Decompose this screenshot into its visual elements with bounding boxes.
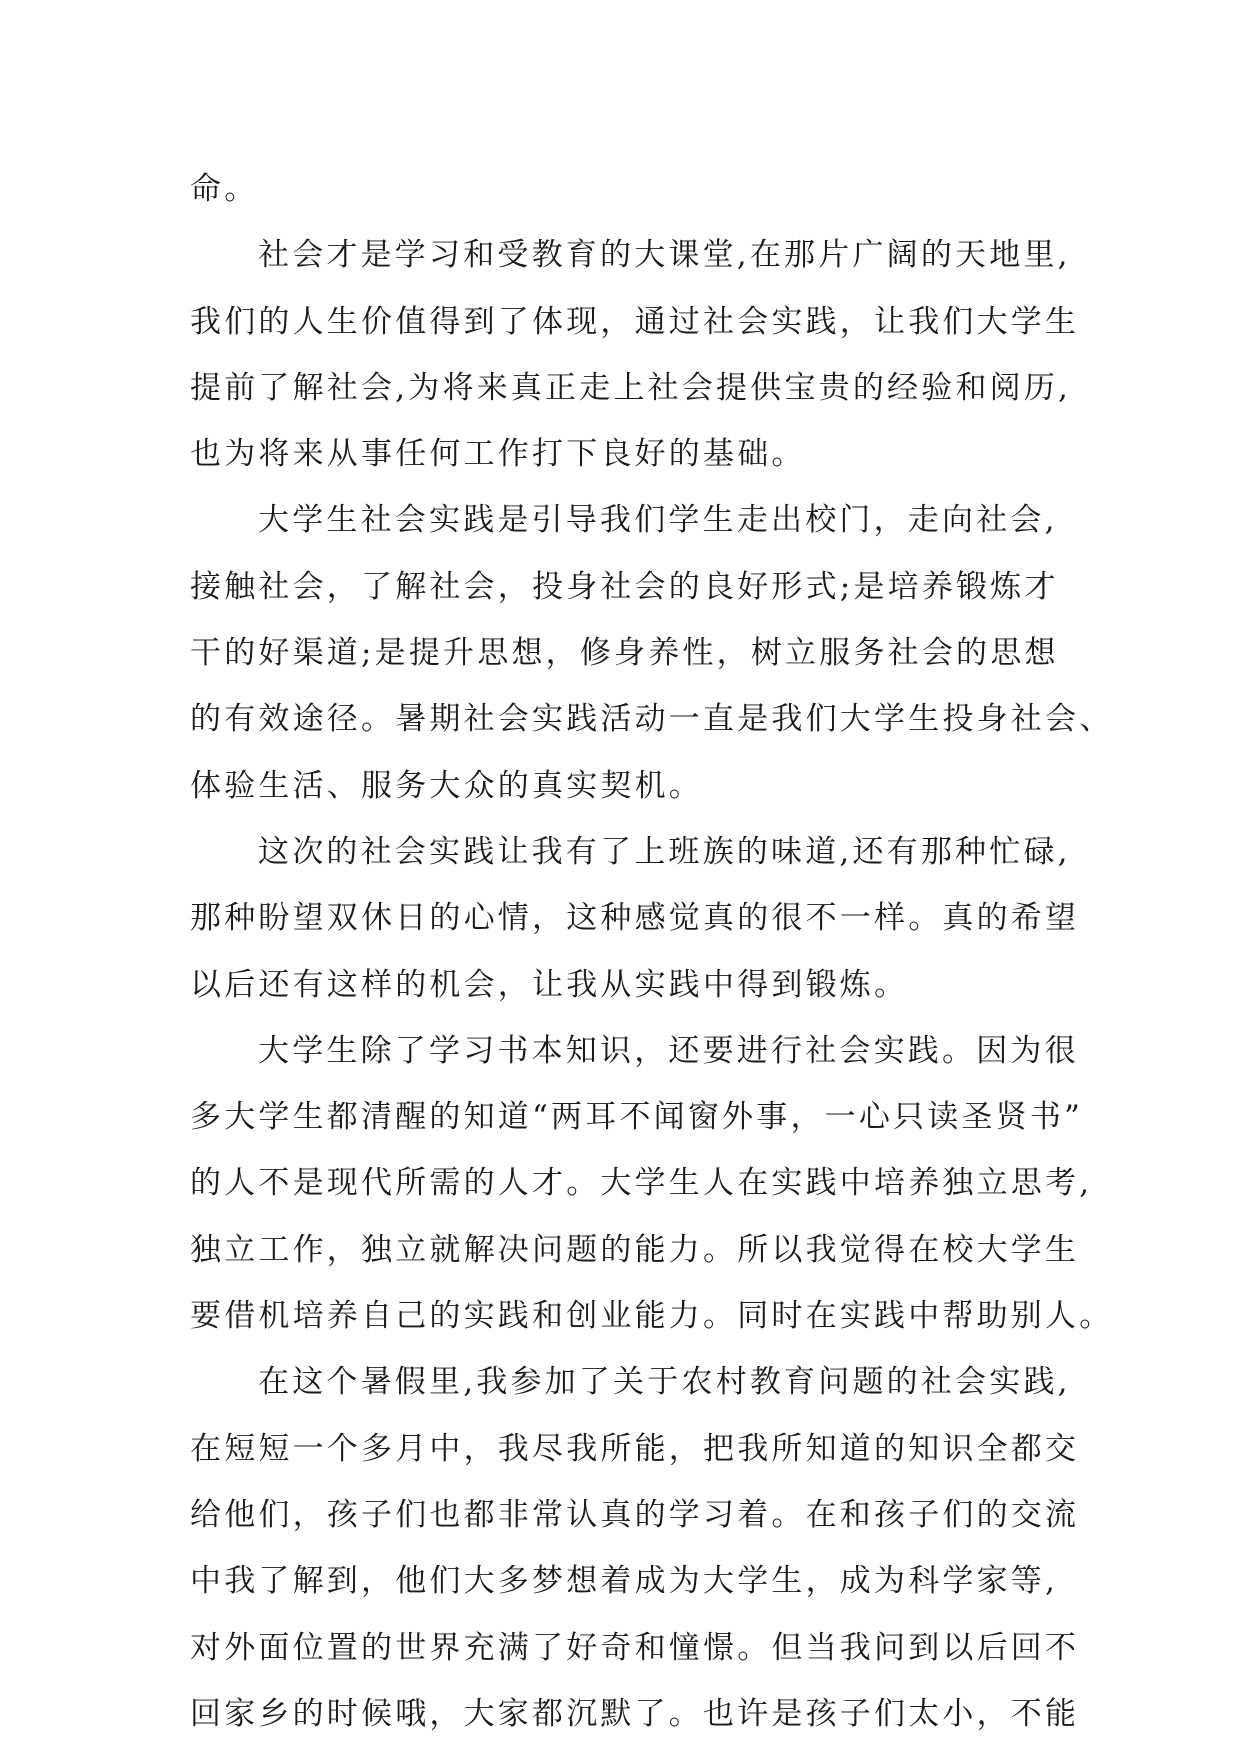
text-line: 独立工作，独立就解决问题的能力。所以我觉得在校大学生	[190, 1231, 1080, 1268]
text-line: 提前了解社会,为将来真正走上社会提供宝贵的经验和阅历,	[190, 369, 1072, 406]
text-line: 干的好渠道;是提升思想，修身养性，树立服务社会的思想	[190, 635, 1059, 672]
text-line: 的有效途径。暑期社会实践活动一直是我们大学生投身社会、	[190, 701, 1114, 738]
text-line: 体验生活、服务大众的真实契机。	[190, 767, 703, 804]
text-line: 在短短一个多月中，我尽我所能，把我所知道的知识全都交	[190, 1430, 1080, 1467]
text-line: 多大学生都清醒的知道“两耳不闻窗外事，一心只读圣贤书”	[190, 1099, 1084, 1136]
text-line: 回家乡的时候哦，大家都沉默了。也许是孩子们太小，不能	[190, 1695, 1080, 1732]
text-line: 大学生社会实践是引导我们学生走出校门，走向社会,	[258, 502, 1058, 539]
text-line: 在这个暑假里,我参加了关于农村教育问题的社会实践,	[258, 1364, 1071, 1401]
text-line: 对外面位置的世界充满了好奇和憧憬。但当我问到以后回不	[190, 1629, 1080, 1666]
text-line: 中我了解到，他们大多梦想着成为大学生，成为科学家等,	[190, 1563, 1059, 1600]
text-line: 我们的人生价值得到了体现，通过社会实践，让我们大学生	[190, 303, 1080, 340]
body-text	[190, 156, 1114, 1747]
text-line: 接触社会，了解社会，投身社会的良好形式;是培养锻炼才	[190, 568, 1059, 605]
text-line: 这次的社会实践让我有了上班族的味道,还有那种忙碌,	[258, 833, 1071, 870]
text-line: 的人不是现代所需的人才。大学生人在实践中培养独立思考,	[190, 1165, 1093, 1202]
text-line: 也为将来从事任何工作打下良好的基础。	[190, 436, 806, 473]
text-line: 命。	[190, 171, 259, 207]
text-line: 以后还有这样的机会，让我从实践中得到锻炼。	[190, 966, 909, 1003]
text-line: 社会才是学习和受教育的大课堂,在那片广阔的天地里,	[258, 237, 1071, 274]
text-line: 要借机培养自己的实践和创业能力。同时在实践中帮助别人。	[190, 1298, 1114, 1335]
text-line: 给他们，孩子们也都非常认真的学习着。在和孩子们的交流	[190, 1496, 1080, 1533]
text-line: 大学生除了学习书本知识，还要进行社会实践。因为很	[258, 1032, 1079, 1069]
text-line: 那种盼望双休日的心情，这种感觉真的很不一样。真的希望	[190, 900, 1080, 937]
